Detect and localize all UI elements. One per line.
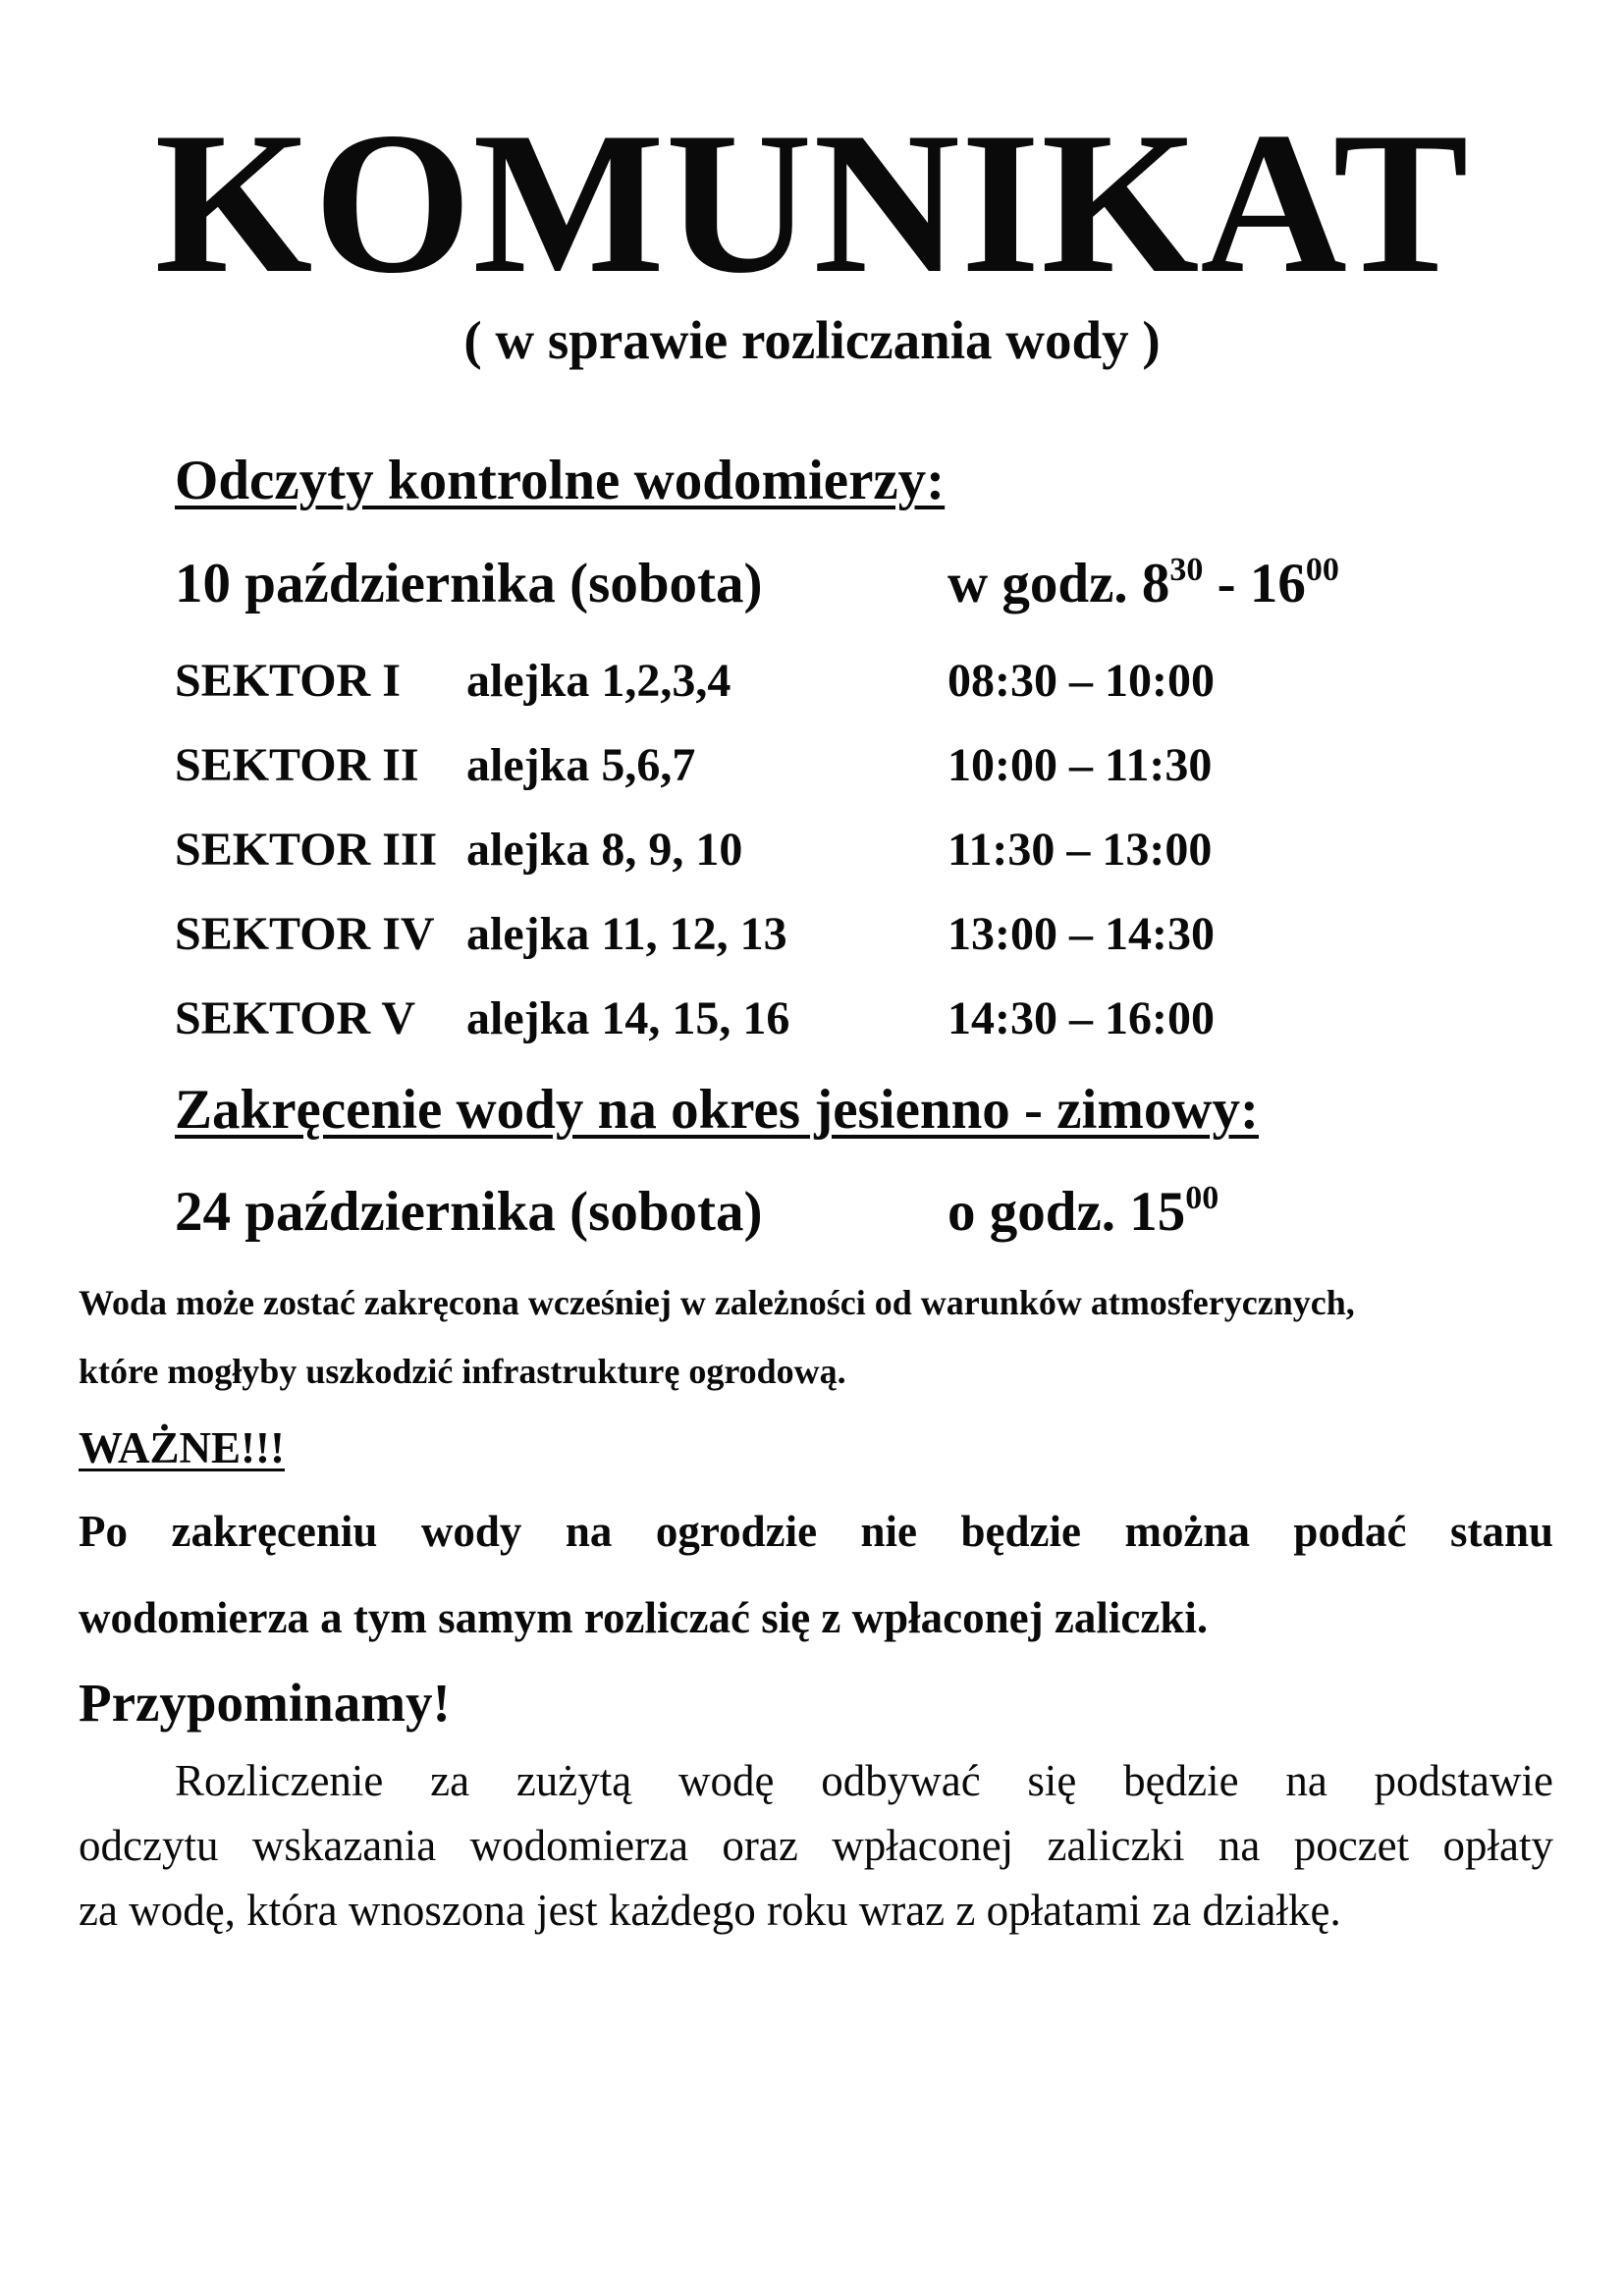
important-line: wodomierza a tym samym rozliczać się z wpłaconej zaliczki. bbox=[79, 1593, 1209, 1642]
important-line: Po zakręceniu wody na ogrodzie nie będzie można podać stanu bbox=[79, 1507, 1553, 1556]
readings-time: w godz. $8^{30} - 16^{00}$ bbox=[947, 552, 1339, 614]
important-label: WAŻNE!!! bbox=[79, 1423, 285, 1472]
sector-time: 08:30 – 10:00 bbox=[947, 655, 1215, 707]
sector-row bbox=[175, 652, 1451, 711]
sector-row bbox=[175, 905, 1451, 964]
sector-name: SEKTOR II bbox=[175, 739, 419, 791]
sector-time: 11:30 – 13:00 bbox=[947, 824, 1213, 876]
sector-name: SEKTOR IV bbox=[175, 908, 435, 960]
reminder-line: odczytu wskazania wodomierza oraz wpłaconej zaliczki na poczet opłaty bbox=[79, 1821, 1553, 1870]
sector-time: 10:00 – 11:30 bbox=[947, 739, 1213, 791]
shutoff-date: 24 października (sobota) bbox=[175, 1181, 763, 1243]
sector-name: SEKTOR V bbox=[175, 992, 415, 1044]
sector-name: SEKTOR I bbox=[175, 655, 401, 707]
notice-title: KOMUNIKAT bbox=[154, 90, 1470, 315]
sector-alleys: alejka 8, 9, 10 bbox=[466, 824, 743, 876]
sector-row bbox=[175, 989, 1451, 1048]
sector-alleys: alejka 14, 15, 16 bbox=[466, 992, 790, 1044]
sector-alleys: alejka 11, 12, 13 bbox=[466, 908, 787, 960]
sector-time: 14:30 – 16:00 bbox=[947, 992, 1215, 1044]
sector-alleys: alejka 5,6,7 bbox=[466, 739, 696, 791]
readings-heading: Odczyty kontrolne wodomierzy: bbox=[175, 450, 946, 511]
note-line: Woda może zostać zakręcona wcześniej w zależności od warunków atmosferycznych, bbox=[79, 1283, 1355, 1322]
sector-name: SEKTOR III bbox=[175, 824, 438, 876]
shutoff-time: o godz. $15^{00}$ bbox=[947, 1180, 1219, 1243]
sector-alleys: alejka 1,2,3,4 bbox=[466, 655, 731, 707]
sector-row bbox=[175, 736, 1451, 795]
sector-row bbox=[175, 821, 1451, 880]
readings-date: 10 października (sobota) bbox=[175, 553, 763, 614]
reminder-line: za wodę, która wnoszona jest każdego roku wraz z opłatami za działkę. bbox=[79, 1886, 1341, 1935]
reminder-line: Rozliczenie za zużytą wodę odbywać się będzie na podstawie bbox=[175, 1756, 1553, 1805]
note-line: które mogłyby uszkodzić infrastrukturę ogrodową. bbox=[79, 1352, 846, 1391]
reminder-heading: Przypominamy! bbox=[79, 1673, 451, 1733]
shutoff-heading: Zakręcenie wody na okres jesienno - zimowy: bbox=[175, 1079, 1260, 1141]
notice-subtitle: ( w sprawie rozliczania wody ) bbox=[463, 310, 1161, 370]
sector-time: 13:00 – 14:30 bbox=[947, 908, 1215, 960]
